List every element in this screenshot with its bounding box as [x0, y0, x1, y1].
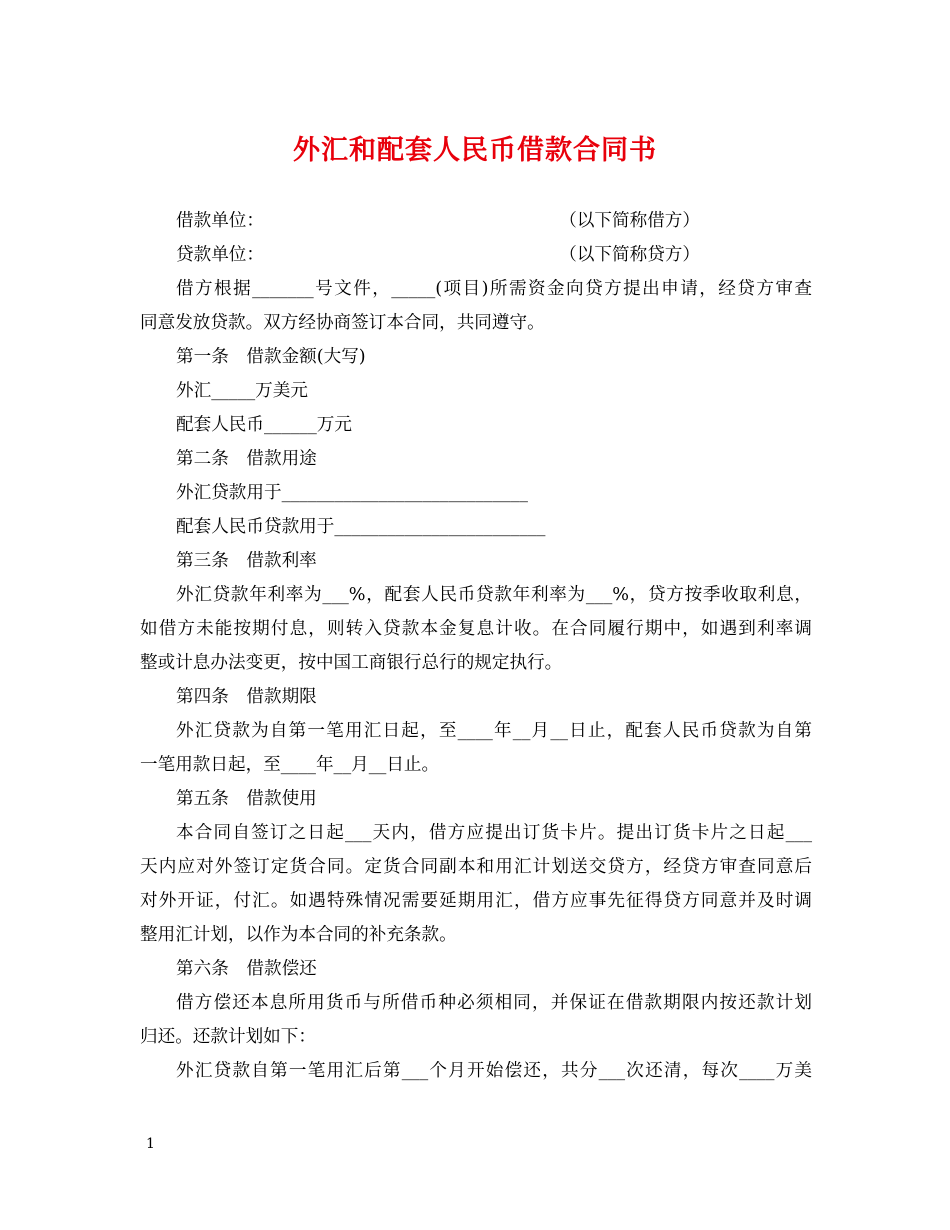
- paragraph-line: 归还。还款计划如下：: [140, 1027, 316, 1047]
- lender-note: （以下简称贷方）: [559, 245, 700, 265]
- article-heading: 第三条 借款利率: [176, 551, 317, 571]
- paragraph-line: 天内应对外签订定货合同。定货合同副本和用汇计划送交贷方，经贷方审查同意后: [140, 857, 812, 877]
- paragraph-line: 如借方未能按期付息，则转入贷款本金复息计收。在合同履行期中，如遇到利率调: [140, 619, 812, 639]
- paragraph-line: 外汇贷款为自第一笔用汇日起，至____年__月__日止，配套人民币贷款为自第: [176, 721, 812, 741]
- borrower-label: 借款单位：: [176, 211, 264, 231]
- paragraph-line: 配套人民币贷款用于________________________: [176, 517, 546, 537]
- document-title: 外汇和配套人民币借款合同书: [293, 135, 657, 166]
- page-number: 1: [146, 1136, 155, 1152]
- article-heading: 第五条 借款使用: [176, 789, 317, 809]
- paragraph-line: 借方根据_______号文件，_____(项目)所需资金向贷方提出申请，经贷方审查: [176, 279, 812, 299]
- paragraph-line: 外汇_____万美元: [176, 381, 308, 401]
- paragraph-line: 借方偿还本息所用货币与所借币种必须相同，并保证在借款期限内按还款计划: [176, 993, 812, 1013]
- borrower-note: （以下简称借方）: [559, 211, 700, 231]
- lender-label: 贷款单位：: [176, 245, 264, 265]
- article-heading: 第四条 借款期限: [176, 687, 317, 707]
- paragraph-line: 一笔用款日起，至____年__月__日止。: [140, 755, 440, 775]
- paragraph-line: 本合同自签订之日起___天内，借方应提出订货卡片。提出订货卡片之日起___: [176, 823, 812, 843]
- paragraph-line: 外汇贷款年利率为___%，配套人民币贷款年利率为___%，贷方按季收取利息，: [176, 585, 812, 605]
- lender-row: [140, 238, 812, 272]
- paragraph-line: 对外开证，付汇。如遇特殊情况需要延期用汇，借方应事先征得贷方同意并及时调: [140, 891, 812, 911]
- paragraph-line: 外汇贷款用于____________________________: [176, 483, 528, 503]
- paragraph-line: 外汇贷款自第一笔用汇后第___个月开始偿还，共分___次还清，每次____万美: [176, 1061, 812, 1081]
- article-heading: 第二条 借款用途: [176, 449, 317, 469]
- paragraph-line: 同意发放贷款。双方经协商签订本合同，共同遵守。: [140, 313, 545, 333]
- article-heading: 第一条 借款金额(大写): [176, 347, 366, 367]
- borrower-row: [140, 204, 812, 238]
- paragraph-line: 整用汇计划，以作为本合同的补充条款。: [140, 925, 457, 945]
- paragraph-line: 整或计息办法变更，按中国工商银行总行的规定执行。: [140, 653, 563, 673]
- article-heading: 第六条 借款偿还: [176, 959, 317, 979]
- paragraph-line: 配套人民币______万元: [176, 415, 352, 435]
- document-body: [140, 204, 812, 1088]
